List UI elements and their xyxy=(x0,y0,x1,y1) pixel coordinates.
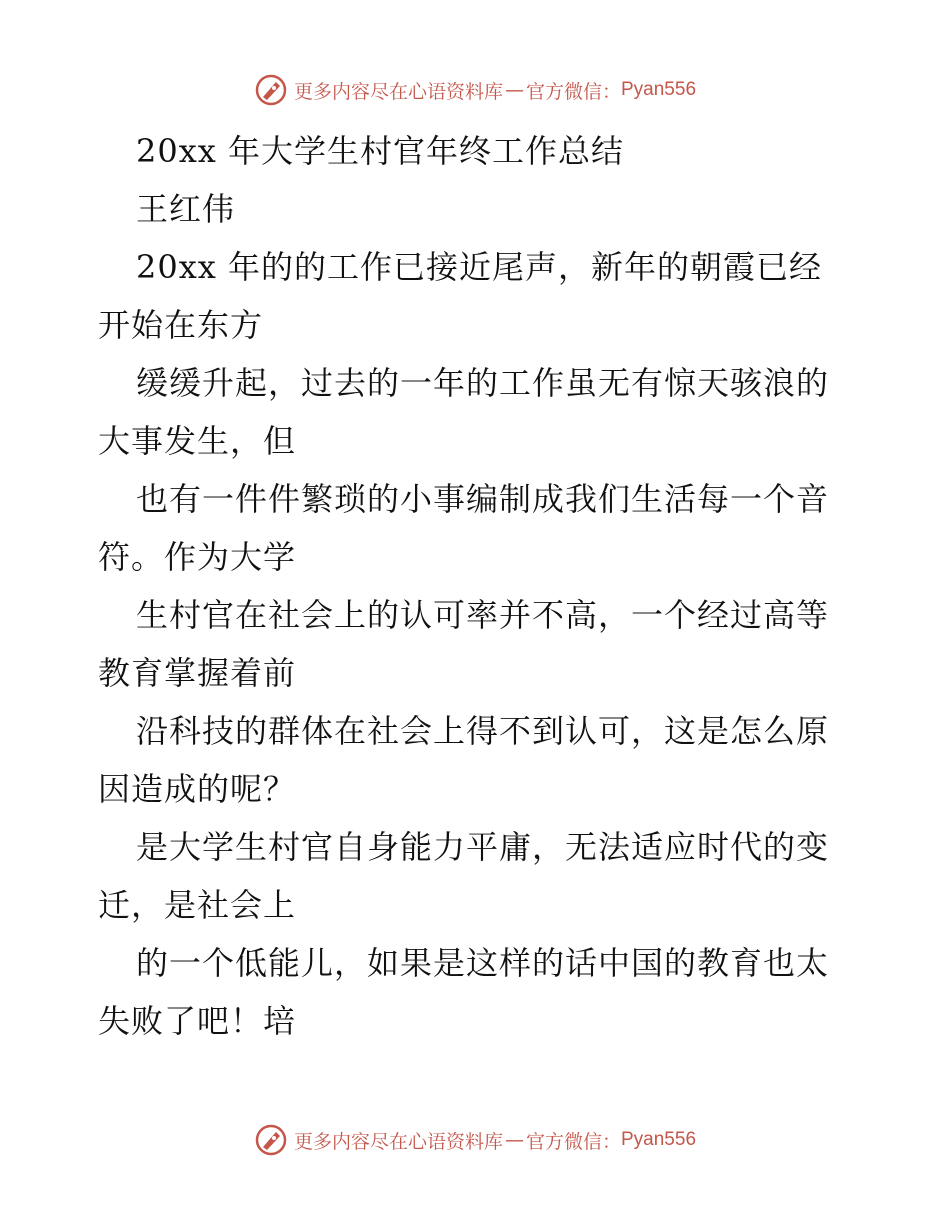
banner-wechat-label: 官方微信： xyxy=(525,80,621,103)
text-line: 开始在东方 xyxy=(98,306,264,344)
text-line: 20xx 年的的工作已接近尾声，新年的朝霞已经 xyxy=(136,248,822,286)
document-title: 20xx 年大学生村官年终工作总结 xyxy=(136,132,624,170)
paragraph-lines xyxy=(98,238,858,1050)
banner-text: 更多内容尽在心语资料库 xyxy=(293,80,503,103)
banner-wechat-id: Pyan556 xyxy=(621,79,697,100)
text-line: 大事发生，但 xyxy=(98,422,297,460)
banner-text: 更多内容尽在心语资料库 xyxy=(293,1130,503,1153)
banner-separator: — xyxy=(504,1129,524,1151)
banner-wechat-id: Pyan556 xyxy=(621,1129,697,1150)
text-line: 的一个低能儿，如果是这样的话中国的教育也太 xyxy=(136,944,830,982)
pen-nib-logo-icon xyxy=(254,1123,288,1157)
header-banner xyxy=(0,70,950,110)
text-line: 也有一件件繁琐的小事编制成我们生活每一个音 xyxy=(136,480,830,518)
text-line: 失败了吧！培 xyxy=(98,1002,297,1040)
text-line: 沿科技的群体在社会上得不到认可，这是怎么原 xyxy=(136,712,830,750)
document-body xyxy=(98,122,858,1050)
banner-wechat-label: 官方微信： xyxy=(525,1130,621,1153)
banner-separator: — xyxy=(504,79,524,101)
text-line: 教育掌握着前 xyxy=(98,654,297,692)
text-line: 迁，是社会上 xyxy=(98,886,297,924)
text-line: 缓缓升起，过去的一年的工作虽无有惊天骇浪的 xyxy=(136,364,830,402)
pen-nib-logo-icon xyxy=(254,73,288,107)
text-line: 生村官在社会上的认可率并不高，一个经过高等 xyxy=(136,596,830,634)
footer-banner xyxy=(0,1120,950,1160)
text-line: 符。作为大学 xyxy=(98,538,297,576)
text-line: 是大学生村官自身能力平庸，无法适应时代的变 xyxy=(136,828,830,866)
document-author: 王红伟 xyxy=(136,190,236,228)
text-line: 因造成的呢？ xyxy=(98,770,297,808)
